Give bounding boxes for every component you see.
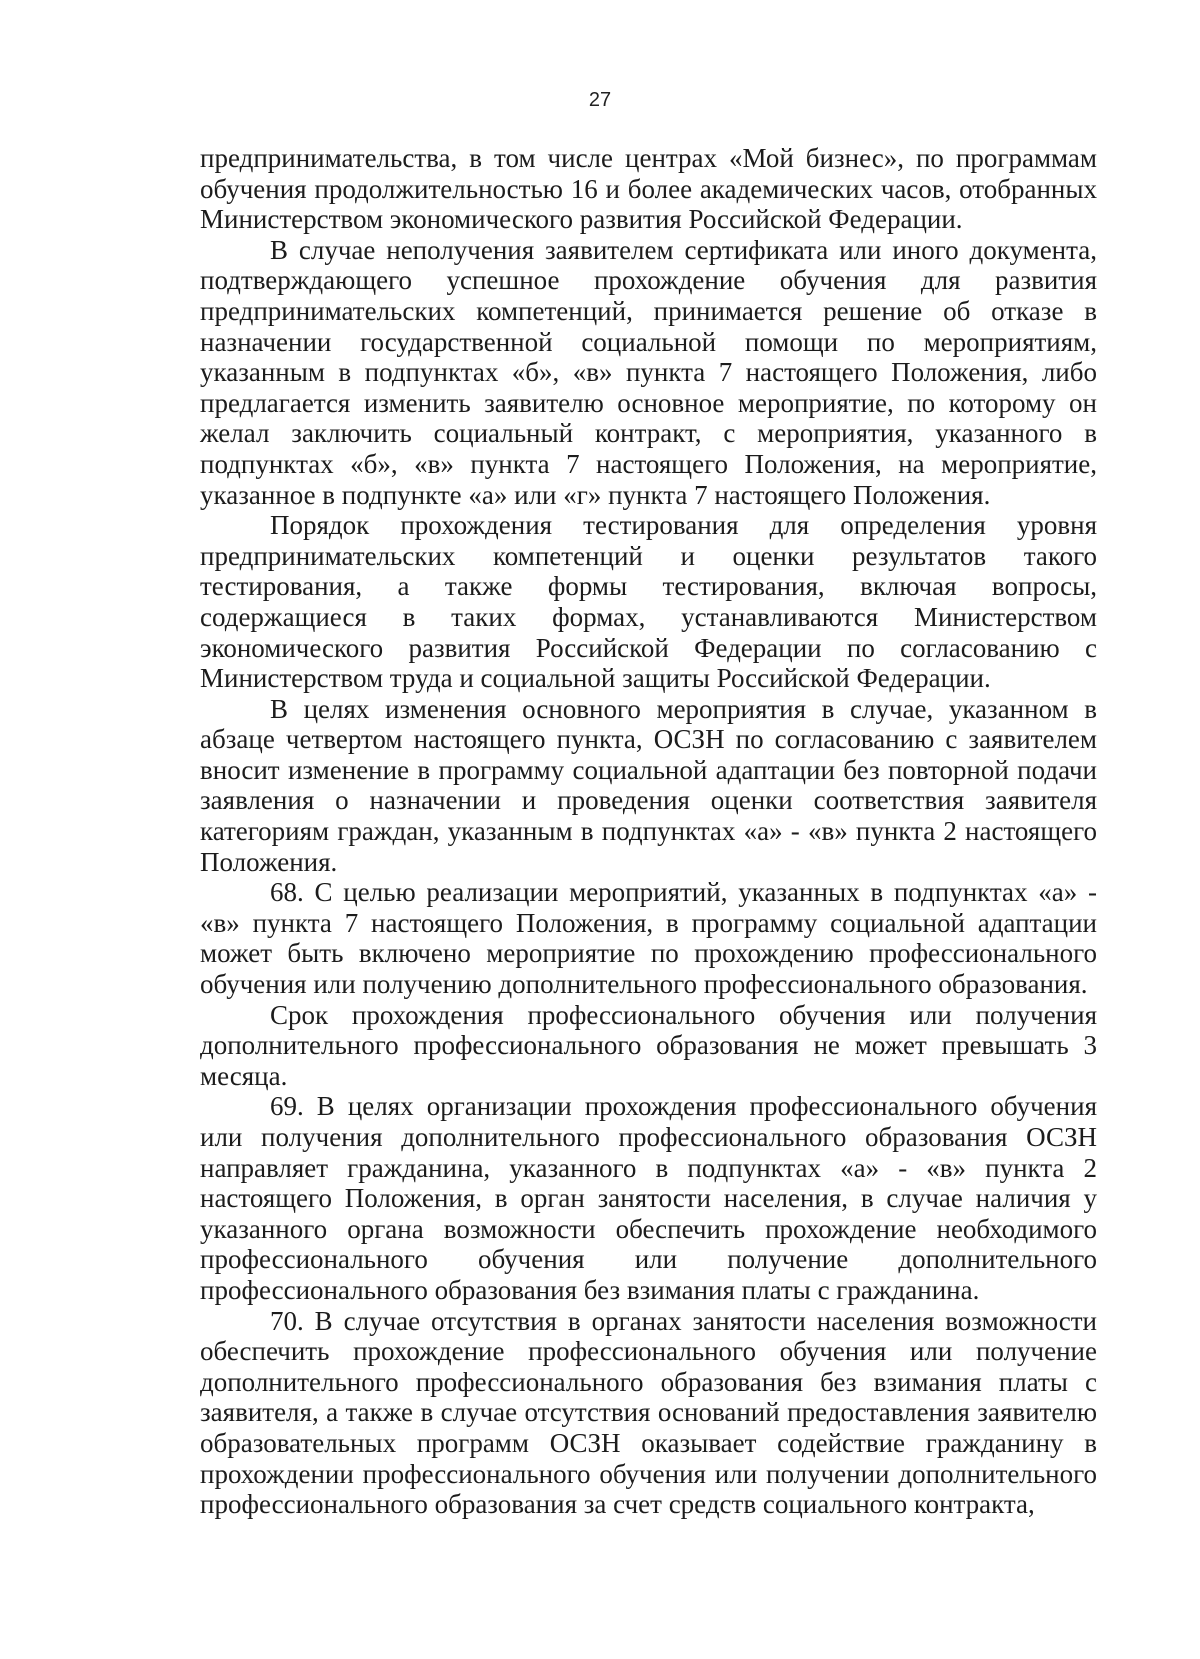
paragraph-item-68: 68. С целью реализации мероприятий, указанных в подпунктах «а» - «в» пункта 7 настоящего Положения, в программу социальной адаптации может быть включено мероприятие по прохождению профессионального обучения или получению дополнительного профессионального образования. — [200, 877, 1097, 1000]
paragraph-training-term: Срок прохождения профессионального обучения или получения дополнительного профессионального образования не может превышать 3 месяца. — [200, 999, 1097, 1091]
document-body — [200, 143, 1097, 1520]
paragraph-continuation: предпринимательства, в том числе центрах «Мой бизнес», по программам обучения продолжительностью 16 и более академических часов, отобранных Министерством экономического развития Российской Федерации. — [200, 143, 1097, 235]
paragraph-item-69: 69. В целях организации прохождения профессионального обучения или получения дополнительного профессионального образования ОСЗН направляет гражданина, указанного в подпунктах «а» - «в» пункта 2 настоящего Положения, в орган занятости населения, в случае наличия у указанного органа возможности обеспечить прохождение необходимого профессионального обучения или получение дополнительного профессионального образования без взимания платы с гражданина. — [200, 1091, 1097, 1305]
paragraph-item-70: 70. В случае отсутствия в органах занятости населения возможности обеспечить прохождение профессионального обучения или получение дополнительного профессионального образования без взимания платы с заявителя, а также в случае отсутствия оснований предоставления заявителю образовательных программ ОСЗН оказывает содействие гражданину в прохождении профессионального обучения или получении дополнительного профессионального образования за счет средств социального контракта, — [200, 1305, 1097, 1520]
paragraph-testing-procedure: Порядок прохождения тестирования для определения уровня предпринимательских компетенций и оценки результатов такого тестирования, а также формы тестирования, включая вопросы, содержащиеся в таких формах, устанавливаются Министерством экономического развития Российской Федерации по согласованию с Министерством труда и социальной защиты Российской Федерации. — [200, 510, 1097, 694]
paragraph-main-activity-change: В целях изменения основного мероприятия в случае, указанном в абзаце четвертом настоящего пункта, ОСЗН по согласованию с заявителем вносит изменение в программу социальной адаптации без повторной подачи заявления о назначении и проведения оценки соответствия заявителя категориям граждан, указанным в подпунктах «а» - «в» пункта 2 настоящего Положения. — [200, 693, 1097, 877]
page-number: 27 — [588, 89, 612, 111]
paragraph-certificate-refusal: В случае неполучения заявителем сертификата или иного документа, подтверждающего успешное прохождение обучения для развития предпринимательских компетенций, принимается решение об отказе в назначении государственной социальной помощи по мероприятиям, указанным в подпунктах «б», «в» пункта 7 настоящего Положения, либо предлагается изменить заявителю основное мероприятие, по которому он желал заключить социальный контракт, с мероприятия, указанного в подпунктах «б», «в» пункта 7 настоящего Положения, на мероприятие, указанное в подпункте «а» или «г» пункта 7 настоящего Положения. — [200, 234, 1097, 510]
